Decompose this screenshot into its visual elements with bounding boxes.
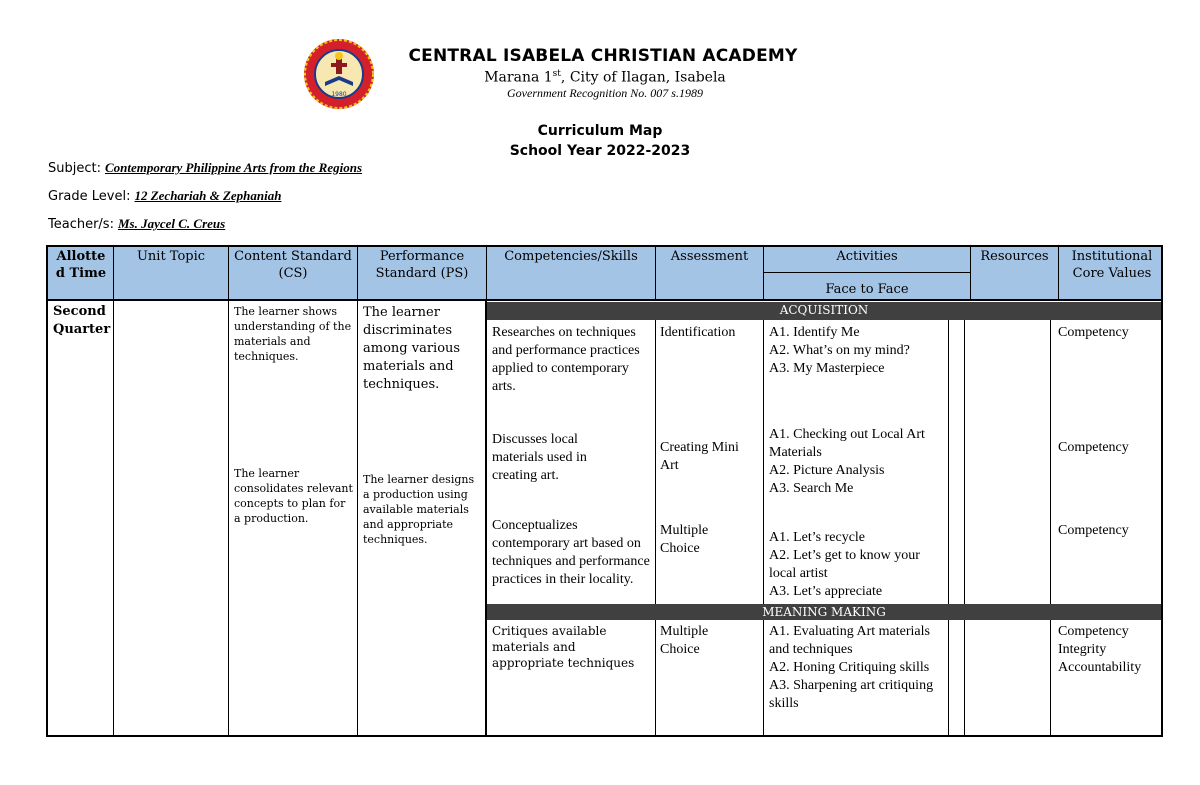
address-rest: , City of Ilagan, Isabela (560, 69, 726, 86)
competency-2: Discusses local materials used in creating art. (492, 432, 587, 483)
activity-item: A3. Let’s appreciate (769, 584, 883, 599)
performance-standard-2: The learner designs a production using available materials and appropriate techniques. (363, 473, 475, 546)
activity-item: A3. Sharpening art critiquing skills (769, 678, 934, 711)
school-logo (303, 38, 375, 110)
school-year: School Year 2022-2023 (509, 143, 691, 159)
address-superscript: st (552, 69, 561, 79)
body-divider (964, 620, 965, 736)
body-divider (655, 320, 656, 604)
activity-item: A1. Checking out Local Art Materials (769, 427, 925, 460)
teacher-label: Teacher/s: (48, 217, 114, 232)
col-unit-topic: Unit Topic (136, 249, 206, 264)
assessment-4: Multiple Choice (660, 624, 709, 657)
core-values-2: Competency (1058, 440, 1129, 455)
grade-line (48, 188, 281, 204)
table-right-border (1161, 300, 1163, 737)
body-divider (655, 620, 656, 736)
grade-value: 12 Zechariah & Zephaniah (134, 188, 282, 203)
body-divider (1050, 320, 1051, 604)
map-title: Curriculum Map (537, 123, 663, 139)
government-recognition: Government Recognition No. 007 s.1989 (507, 86, 703, 100)
body-divider (113, 300, 114, 737)
subject-label: Subject: (48, 161, 101, 176)
activities-3 (769, 529, 947, 601)
col-allotted-time: Allotte d Time (55, 249, 107, 281)
left-bottom-border (46, 735, 486, 737)
activity-item: A1. Evaluating Art materials and techniques (769, 624, 930, 657)
activity-item: A2. What’s on my mind? (769, 343, 910, 358)
assessment-2: Creating Mini Art (660, 440, 739, 473)
col-core-values: Institutional Core Values (1071, 249, 1153, 281)
body-divider (763, 620, 764, 736)
col-assessment: Assessment (670, 249, 749, 264)
teacher-line (48, 216, 225, 232)
activity-item: A3. Search Me (769, 481, 854, 496)
subject-line (48, 160, 362, 176)
activities-subdivider (763, 272, 970, 273)
school-name: CENTRAL ISABELA CHRISTIAN ACADEMY (408, 46, 798, 66)
activity-item: A3. My Masterpiece (769, 361, 885, 376)
col-performance-standard: Performance Standard (PS) (375, 249, 469, 281)
col-content-standard: Content Standard (CS) (234, 249, 352, 281)
band-meaning-making: MEANING MAKING (487, 604, 1161, 620)
activities-1 (769, 324, 947, 378)
activity-item: A1. Identify Me (769, 325, 860, 340)
core-values-3: Competency (1058, 523, 1129, 538)
teacher-value: Ms. Jaycel C. Creus (117, 216, 226, 231)
body-divider (948, 620, 949, 736)
school-address (480, 69, 730, 86)
col-resources: Resources (980, 249, 1049, 264)
address-main: Marana 1 (484, 69, 553, 86)
hdr-divider (1058, 246, 1059, 300)
competency-3: Conceptualizes contemporary art based on techniques and performance practices in their locality. (492, 518, 650, 587)
col-face-to-face: Face to Face (825, 282, 909, 297)
activities-2 (769, 426, 939, 498)
activity-item: A2. Picture Analysis (769, 463, 885, 478)
header-top-border (46, 245, 1163, 247)
performance-standard-1: The learner discriminates among various materials and techniques. (363, 305, 461, 392)
allotted-time-value: Second Quarter (53, 304, 111, 337)
activities-4 (769, 623, 947, 713)
body-divider (228, 300, 229, 737)
hdr-divider (228, 246, 229, 300)
competency-4: Critiques available materials and appropriate techniques (492, 624, 635, 670)
core-values-1: Competency (1058, 325, 1129, 340)
activity-item: A2. Let’s get to know your local artist (769, 548, 920, 581)
body-divider (763, 320, 764, 604)
content-standard-1: The learner shows understanding of the materials and techniques. (234, 305, 352, 363)
activity-item: A1. Let’s recycle (769, 530, 866, 545)
document-title (450, 121, 750, 161)
assessment-1: Identification (660, 325, 736, 340)
col-competencies: Competencies/Skills (504, 249, 638, 264)
body-divider (485, 300, 487, 737)
activity-item: A2. Honing Critiquing skills (769, 660, 930, 675)
band-acquisition: ACQUISITION (487, 302, 1161, 320)
body-divider (964, 320, 965, 604)
content-standard-2: The learner consolidates relevant concepts to plan for a production. (234, 467, 353, 525)
hdr-divider (357, 246, 358, 300)
body-divider (1050, 620, 1051, 736)
col-activities: Activities (836, 249, 898, 264)
core-values-4: Competency Integrity Accountability (1058, 624, 1142, 675)
right-bottom-border (486, 735, 1163, 737)
table-left-border (46, 245, 48, 737)
grade-label: Grade Level: (48, 189, 131, 204)
body-divider (948, 320, 949, 604)
subject-value: Contemporary Philippine Arts from the Regions (104, 160, 363, 175)
body-divider (357, 300, 358, 737)
assessment-3: Multiple Choice (660, 523, 709, 556)
competency-1: Researches on techniques and performance practices applied to contemporary arts. (492, 325, 640, 394)
header-bottom-border (46, 299, 1163, 301)
logo-year: 1980 (331, 91, 347, 98)
